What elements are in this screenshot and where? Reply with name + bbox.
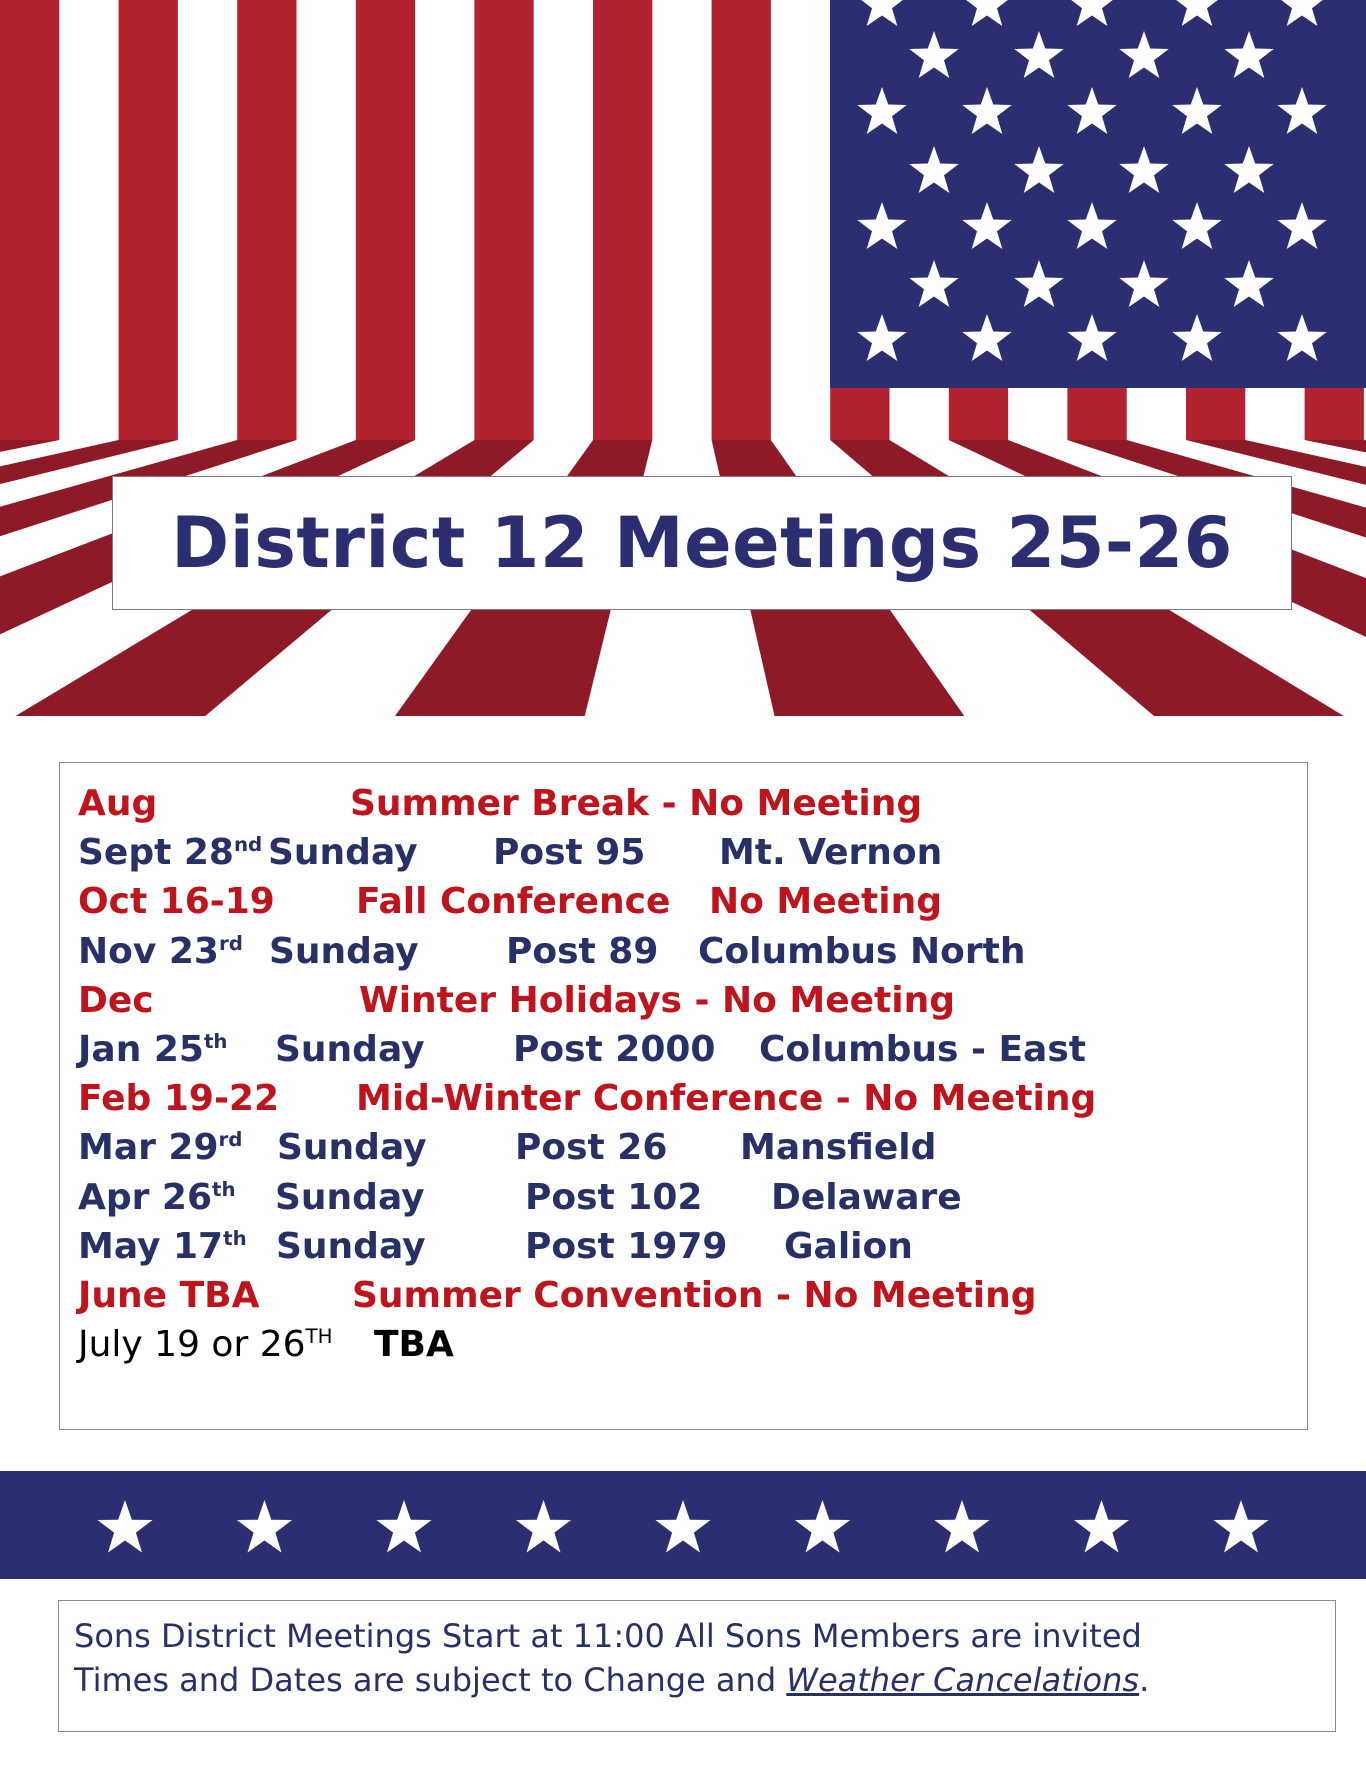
schedule-cell: Nov 23rd [78,930,243,972]
schedule-cell: Summer Break - No Meeting [350,783,923,824]
flag-stripe [1186,388,1245,440]
schedule-cell: TBA [374,1324,454,1366]
schedule-cell: Mid-Winter Conference - No Meeting [356,1078,1097,1120]
schedule-cell: Mansfield [740,1127,937,1169]
title-box [112,476,1292,610]
schedule-cell: Winter Holidays - No Meeting [359,979,955,1021]
flag-stripe [1305,388,1364,440]
flag-stripe [949,388,1008,440]
footer-line-2-suffix: . [1139,1661,1150,1699]
schedule-cell: Galion [784,1225,913,1267]
flag-stripe [119,0,178,440]
ordinal-suffix: nd [233,833,263,857]
schedule-cell: Post 26 [515,1127,668,1169]
flag-stripe [1067,388,1126,440]
flag-stripe [237,0,296,440]
flag-stripe [830,388,889,440]
ordinal-suffix: TH [305,1325,333,1349]
ordinal-suffix: th [212,1177,236,1201]
schedule-cell: Post 95 [493,832,646,874]
footer-line-1: Sons District Meetings Start at 11:00 All Sons Members are invited [74,1617,1142,1655]
schedule-cell: Sept 28nd [78,832,263,874]
schedule-cell: Mt. Vernon [719,832,943,874]
footer-note [58,1600,1336,1732]
schedule-cell: June TBA [78,1275,260,1316]
schedule-cell: Mar 29rd [78,1127,243,1169]
flag-stripe [593,0,652,440]
footer-line-2 [74,1661,1149,1699]
schedule-cell: Sunday [269,930,419,972]
flag-stripe [0,0,59,440]
footer-line-2-text: Times and Dates are subject to Change and [74,1661,787,1699]
ordinal-suffix: rd [218,931,243,955]
schedule-cell: Fall Conference [356,881,671,923]
schedule-cell: Post 89 [506,930,659,972]
schedule-cell: Post 1979 [525,1225,728,1267]
schedule-cell: Columbus - East [759,1029,1086,1070]
schedule-cell: May 17th [78,1225,247,1267]
ordinal-suffix: th [223,1226,247,1250]
schedule-cell: Sunday [276,1225,426,1267]
star-band [0,1471,1366,1579]
schedule-cell: July 19 or 26TH [78,1324,333,1366]
schedule-cell: Delaware [771,1176,962,1218]
schedule-cell: Jan 25th [78,1029,228,1070]
flag-stripe [356,0,415,440]
schedule-cell: Oct 16-19 [78,881,275,923]
page-title: District 12 Meetings 25-26 [171,502,1233,584]
ordinal-suffix: rd [218,1128,243,1152]
weather-cancelations-text: Weather Cancelations [786,1661,1140,1699]
schedule-cell: Apr 26th [78,1176,236,1218]
schedule-cell: Sunday [268,832,418,874]
schedule-cell: Post 2000 [513,1029,716,1070]
schedule-cell: Sunday [275,1029,425,1070]
schedule-cell: Sunday [275,1176,425,1218]
ordinal-suffix: th [203,1030,228,1054]
schedule-cell: Sunday [277,1127,427,1169]
schedule-box [59,762,1308,1430]
schedule-cell: Summer Convention - No Meeting [352,1275,1037,1316]
schedule-cell: Dec [78,979,154,1021]
flag-canton [830,0,1366,388]
schedule-cell: No Meeting [709,881,942,923]
schedule-cell: Aug [78,783,158,824]
schedule-cell: Post 102 [525,1176,703,1218]
flag-stripe [712,0,771,440]
schedule-cell: Columbus North [698,930,1026,972]
schedule-cell: Feb 19-22 [78,1078,279,1120]
flag-stripe [474,0,533,440]
